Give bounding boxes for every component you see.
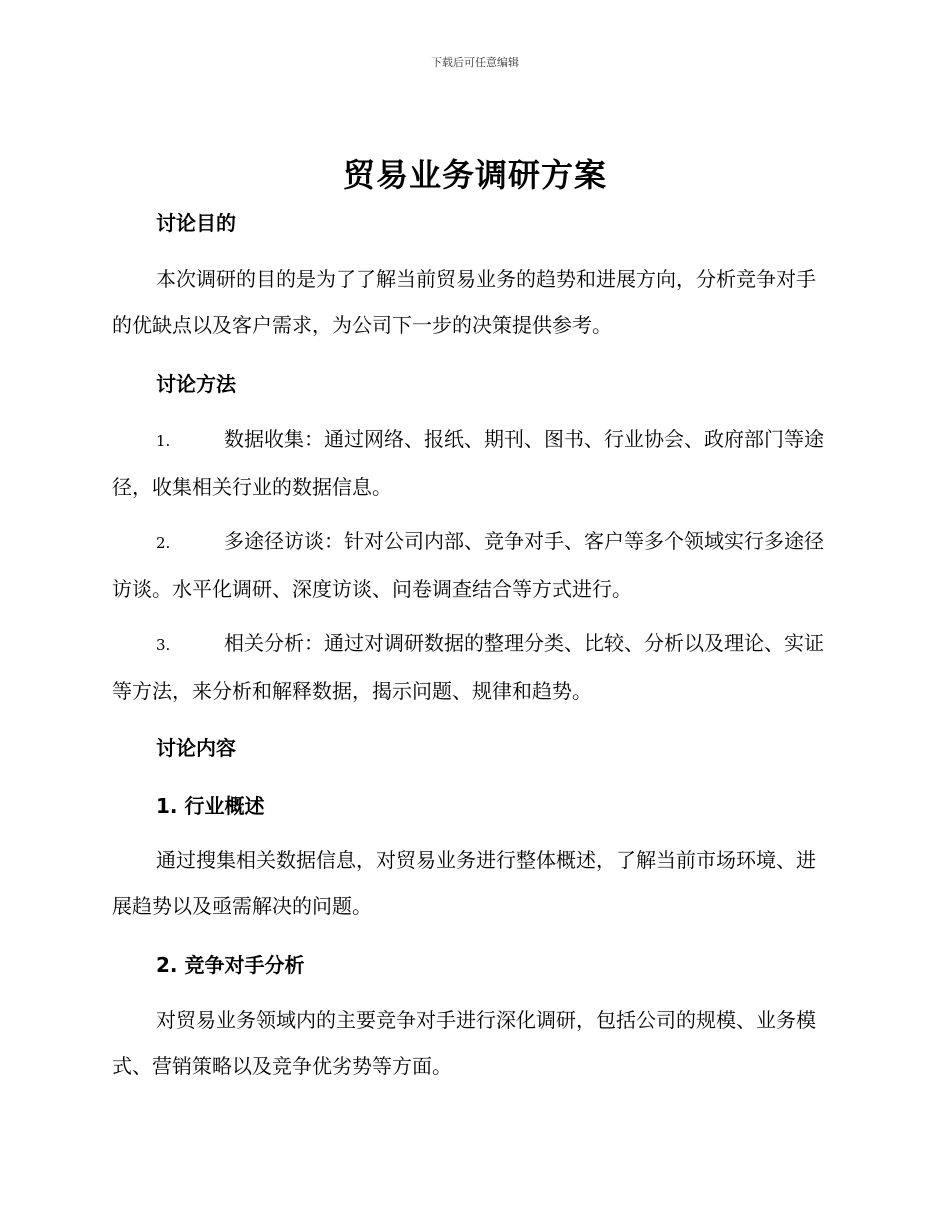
list-item-method-2 xyxy=(112,518,834,612)
list-number: 1. xyxy=(156,432,171,450)
section-heading-purpose: 讨论目的 xyxy=(156,211,236,235)
list-number: 2. xyxy=(156,534,171,552)
list-item-text: 相关分析：通过对调研数据的整理分类、比较、分析以及理论、实证等方法，来分析和解释数据，揭示问题、规律和趋势。 xyxy=(112,631,824,703)
section-heading-content: 讨论内容 xyxy=(156,736,236,760)
section-heading-method: 讨论方法 xyxy=(156,372,236,396)
page-header-note: 下载后可任意编辑 xyxy=(431,56,519,69)
subsection-heading-industry-overview: 1. 行业概述 xyxy=(156,794,265,818)
list-number: 3. xyxy=(156,636,171,654)
paragraph-purpose: 本次调研的目的是为了了解当前贸易业务的趋势和进展方向，分析竞争对手的优缺点以及客户需求，为公司下一步的决策提供参考。 xyxy=(112,267,816,337)
paragraph-competitor-analysis: 对贸易业务领域内的主要竞争对手进行深化调研，包括公司的规模、业务模式、营销策略以及竞争优劣势等方面。 xyxy=(112,1008,816,1078)
list-item-text: 多途径访谈：针对公司内部、竞争对手、客户等多个领域实行多途径访谈。水平化调研、深度访谈、问卷调查结合等方式进行。 xyxy=(112,529,824,601)
paragraph-industry-overview: 通过搜集相关数据信息，对贸易业务进行整体概述，了解当前市场环境、进展趋势以及亟需解决的问题。 xyxy=(112,848,816,918)
subsection-heading-competitor-analysis: 2. 竞争对手分析 xyxy=(156,953,305,977)
list-item-method-1 xyxy=(112,416,834,510)
list-item-method-3 xyxy=(112,620,834,714)
list-item-text: 数据收集：通过网络、报纸、期刊、图书、行业协会、政府部门等途径，收集相关行业的数据信息。 xyxy=(112,427,824,499)
document-title: 贸易业务调研方案 xyxy=(342,156,607,194)
